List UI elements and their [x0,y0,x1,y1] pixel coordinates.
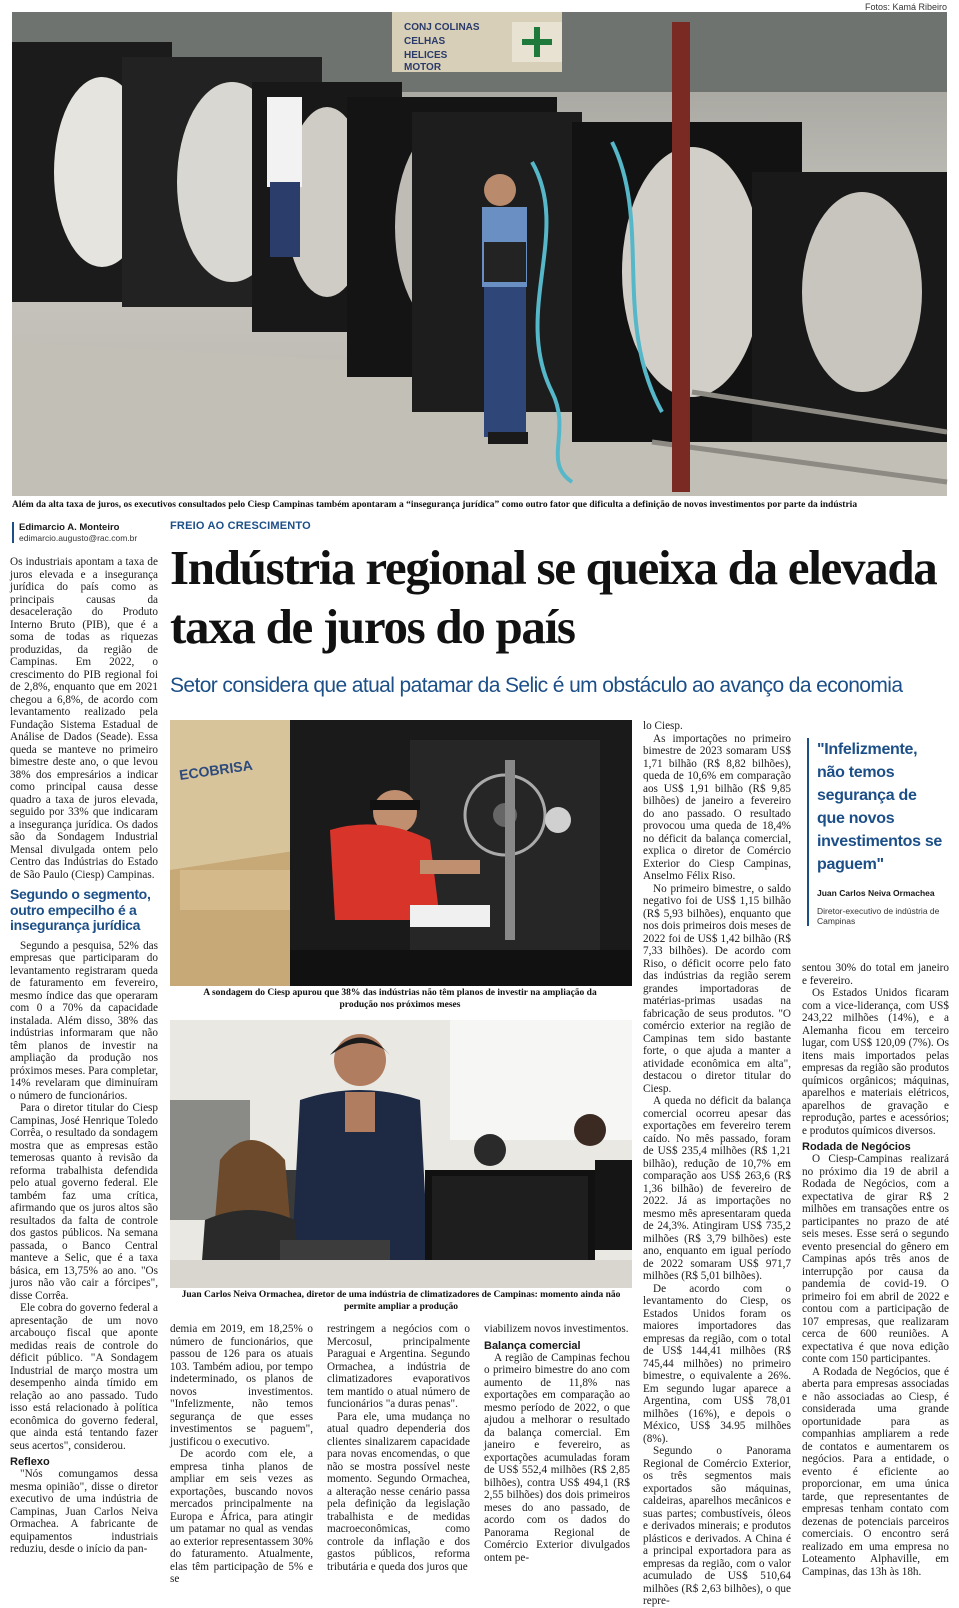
box-label: MOTOR [404,62,442,73]
paragraph: A queda no déficit da balança comercial ocorreu apesar das exportações em fevereiro terem caído. No mês passado, foram de US$ 235,4 milhões (R$ 1,21 bilhão), redução de 10,7% em comparação aos US$ 263,6 (R$ 1,36 bilhão) de fevereiro de 2022. Já as importações no mesmo mês apresentaram queda de 24,3%. Atingiram US$ 735,2 milhões (R$ 3,79 bilhões) este ano, enquanto em igual período de 2022 somaram US$ 971,7 milhões (R$ 5,01 bilhões). [643,1095,791,1282]
section-subheading: Segundo o segmento, outro empecilho é a insegurança jurídica [10,886,151,933]
paragraph: Os Estados Unidos ficaram com a vice-liderança, com US$ 243,22 milhões (14%), e a Alemanha ficou em terceiro lugar, com US$ 120,09 (7%). Os itens mais importados pelas empresas da região são produtos químicos orgânicos; máquinas, aparelhos e materiais elétricos, aparelhos de gravação e reprodução, partes e acessórios; e produtos químicos diversos. [802,987,949,1137]
subsection-title: Rodada de Negócios [802,1141,911,1153]
paragraph: viabilizem novos investimentos. [484,1323,629,1335]
article-headline: Indústria regional se queixa da elevada taxa de juros do país [170,540,937,654]
quote-text: "Infelizmente, não temos segurança de que novos investimentos se paguem" [817,741,943,873]
photo-caption: A sondagem do Ciesp apurou que 38% das indústrias não têm planos de investir na ampliação da produção nos próximos meses [203,988,597,1010]
paragraph: Segundo a pesquisa, 52% das empresas que participaram do levantamento registraram queda de faturamento em fevereiro, mesmo índice das que operaram com 0 a 70% da capacidade instalada. Além disso, 38% das indústrias informaram que não têm planos de investir na ampliação da produção nos próximos meses. Para completar, 14% revelaram que diminuíram o número de funcionários. [10,939,158,1102]
paragraph: Ele cobra do governo federal a apresentação de um novo arcabouço fiscal que aponte medidas reais de controle do déficit público. "A Sondagem Industrial de março mostra um desempenho ainda tímido em relação ao ano passado. Tudo isso está relacionado à política econômica do governo federal, que ainda está tentando fazer seus acertos", considerou. [10,1302,158,1452]
paragraph: lo Ciesp. [643,720,683,732]
paragraph: restringem a negócios com o Mercosul, principalmente Paraguai e Argentina. Segundo Ormachea, a indústria de climatizadores evaporativos tem mantido o atual número de funcionários "a duras penas". [327,1323,470,1410]
paragraph: "Nós comungamos dessa mesma opinião", disse o diretor executivo de uma indústria de Campinas, Juan Carlos Neiva Ormachea. A fabricante de equipamentos industriais reduziu, desde o início da pan- [10,1468,158,1555]
box-label: CELHAS [404,36,446,47]
author-name: Edimarcio A. Monteiro [19,522,120,533]
section-kicker: FREIO AO CRESCIMENTO [170,520,311,532]
photo-credit: Fotos: Kamá Ribeiro [864,2,947,12]
paragraph: Os industriais apontam a taxa de juros elevada e a insegurança jurídica do país como as principais causas da desaceleração do Produto Interno Bruto (PIB), que é a soma de todas as riquezas produzidas, da região de Campinas. Em 2022, o crescimento do PIB regional foi de 2,8%, enquanto que em 2021 chegou a 6,8%, de acordo com levantamento realizado pela Fundação Sistema Estadual de Análise de Dados (Seade). Essa queda se manteve no primeiro bimestre deste ano, o que levou 38% dos empresários a indicar como principal causa desse quadro a taxa de juros elevada, seguido por 33% que indicaram a insegurança jurídica. Os dados são da Sondagem Industrial Mensal divulgada ontem pelo Centro das Indústrias do Estado de São Paulo (Ciesp) Campinas. [10,556,158,881]
worker-photo [170,720,632,986]
article-column-2 [170,1323,313,1585]
photo-caption: Além da alta taxa de juros, os executivos consultados pelo Ciesp Campinas também apontaram a “insegurança jurídica” como outro fator que dificulta a definição de novos investimentos por parte da indústria [12,500,858,510]
article-column-3 [327,1323,470,1573]
factory-floor-photo [12,12,947,496]
author-email[interactable]: edimarcio.augusto@rac.com.br [19,533,138,543]
box-brand: ECOBRISA [178,756,254,783]
paragraph: A Rodada de Negócios, que é aberta para empresas associadas e não associadas ao Ciesp, é considerada uma grande oportunidade para as companhias ampliarem a rede de contatos e aumentarem os negócios. Para a entidade, o evento é eficiente ao proporcionar, em uma única tarde, que representantes de empresas tenham contato com dezenas de potenciais parceiros comerciais. O encontro será realizado em uma empresa no Loteamento Alphaville, em Campinas, das 13h às 18h. [802,1365,949,1578]
paragraph: Para o diretor titular do Ciesp Campinas, José Henrique Toledo Corrêa, o resultado da sondagem mostra que as empresas estão temerosas quanto à revisão da reforma trabalhista defendida pelo atual governo federal. Ele também faz uma crítica, afirmando que os juros altos são resultados da falta de controle dos gastos públicos. Na semana passada, o Banco Central manteve a Selic, que é a taxa básica, em 13,75% ao ano. "Os juros não vão cair a fórcipes", disse Corrêa. [10,1102,158,1302]
subsection-title: Balança comercial [484,1339,581,1352]
subsection-title: Reflexo [10,1456,50,1468]
box-label: CONJ COLINAS [404,22,480,33]
paragraph: Para ele, uma mudança no atual quadro dependeria dos clientes sinalizarem capacidade para novas encomendas, o que não se mostra possível neste momento. Segundo Ormachea, a alteração nesse cenário passa pela definição da legislação trabalhista e de medidas macroeconômicas, como controle da inflação e dos gastos públicos, reforma tributária e queda dos juros que [327,1410,470,1573]
article-column-6 [802,962,949,1578]
article-column-4 [484,1323,630,1563]
article-column-5 [643,720,791,1607]
paragraph: De acordo com o levantamento do Ciesp, os Estados Unidos foram os maiores importadores das empresas da região, com o total de US$ 144,41 milhões (R$ 745,44 milhões) no primeiro bimestre, o equivalente a 26%. Em segundo lugar aparece a Argentina, com US$ 78,01 milhões (16%), e depois o México, US$ 34.95 milhões (8%). [643,1282,791,1445]
paragraph: De acordo com ele, a empresa tinha planos de ampliar em seis vezes as exportações, buscando novos mercados principalmente na Europa e África, para atingir um patamar no qual as vendas ao exterior representassem 30% do faturamento. Atualmente, elas têm participação de 5% e se [170,1448,313,1585]
paragraph: sentou 30% do total em janeiro e fevereiro. [802,962,949,987]
paragraph: A região de Campinas fechou o primeiro bimestre do ano com aumento de 11,8% nas exportações em comparação ao mesmo período de 2022, o que ajudou a melhorar o resultado da balança comercial. Em janeiro e fevereiro, as exportações acumuladas foram de US$ 552,4 milhões (R$ 2,85 bilhões), contra US$ 494,1 (R$ 2,55 bilhões) dos dois primeiros meses do ano passado, de acordo com os dados do Panorama Regional de Comércio Exterior divulgados ontem pe- [484,1351,630,1564]
box-label: HELICES [404,50,448,61]
quote-author: Juan Carlos Neiva Ormachea [817,888,935,898]
article-column-1 [10,556,158,1561]
quote-author-role: Diretor-executivo de indústria de Campinas [817,906,940,926]
office-photo [170,1020,632,1288]
pull-quote [807,738,947,926]
paragraph: As importações no primeiro bimestre de 2023 somaram US$ 1,71 bilhão (R$ 8,82 bilhões), queda de 10,6% em comparação aos US$ 1,91 bilhão (R$ 9,85 bilhões) de janeiro a fevereiro do ano passado. O resultado provocou uma queda de 18,4% no déficit da balança comercial, explica o diretor de Comércio Exterior do Ciesp Campinas, Anselmo Félix Riso. [643,732,791,882]
paragraph: O Ciesp-Campinas realizará no próximo dia 19 de abril a Rodada de Negócios, com a expectativa de girar R$ 2 milhões em transações entre os participantes no prazo de até seis meses. Esse será o segundo evento presencial do gênero em Campinas após três anos de interrupção por causa da pandemia de covid-19. O primeiro foi em abril de 2022 e contou com a participação de 107 empresas, que realizaram cerca de 600 reuniões. A expectativa é que nova edição conte com 150 participantes. [802,1153,949,1365]
article-subhead: Setor considera que atual patamar da Selic é um obstáculo ao avanço da economia [170,674,903,697]
byline [12,522,162,543]
paragraph: demia em 2019, em 18,25% o número de funcionários, que passou de 126 para os atuais 103. Também adiou, por tempo indeterminado, os planos de novos investimentos. "Infelizmente, não temos segurança de que esses investimentos se paguem", justificou o executivo. [170,1323,313,1448]
paragraph: No primeiro bimestre, o saldo negativo foi de US$ 1,15 bilhão (R$ 5,93 bilhões), enquanto que nos dois primeiros dois meses de 2022 foi de US$ 1,42 bilhão (R$ 7,33 bilhões). De acordo com Riso, o déficit ocorre pelo fato das indústrias da região serem grandes importadoras de matérias-primas usadas na fabricação de seus produtos. "O comércio exterior na região de Campinas tem sido bastante forte, o que ajuda a manter a atividade econômica em alta", destacou o diretor titular do Ciesp. [643,882,791,1095]
paragraph: Segundo o Panorama Regional de Comércio Exterior, os três segmentos mais exportados são máquinas, caldeiras, aparelhos mecânicos e suas partes; combustíveis, óleos e derivados minerais; e produtos plásticos e derivados. A China é a principal exportadora para as empresas da região, com o valor acumulado de US$ 510,64 milhões (R$ 2,63 bilhões), o que repre- [643,1445,791,1607]
photo-caption: Juan Carlos Neiva Ormachea, diretor de uma indústria de climatizadores de Campinas: momento ainda não permite ampliar a produção [181,1290,621,1312]
